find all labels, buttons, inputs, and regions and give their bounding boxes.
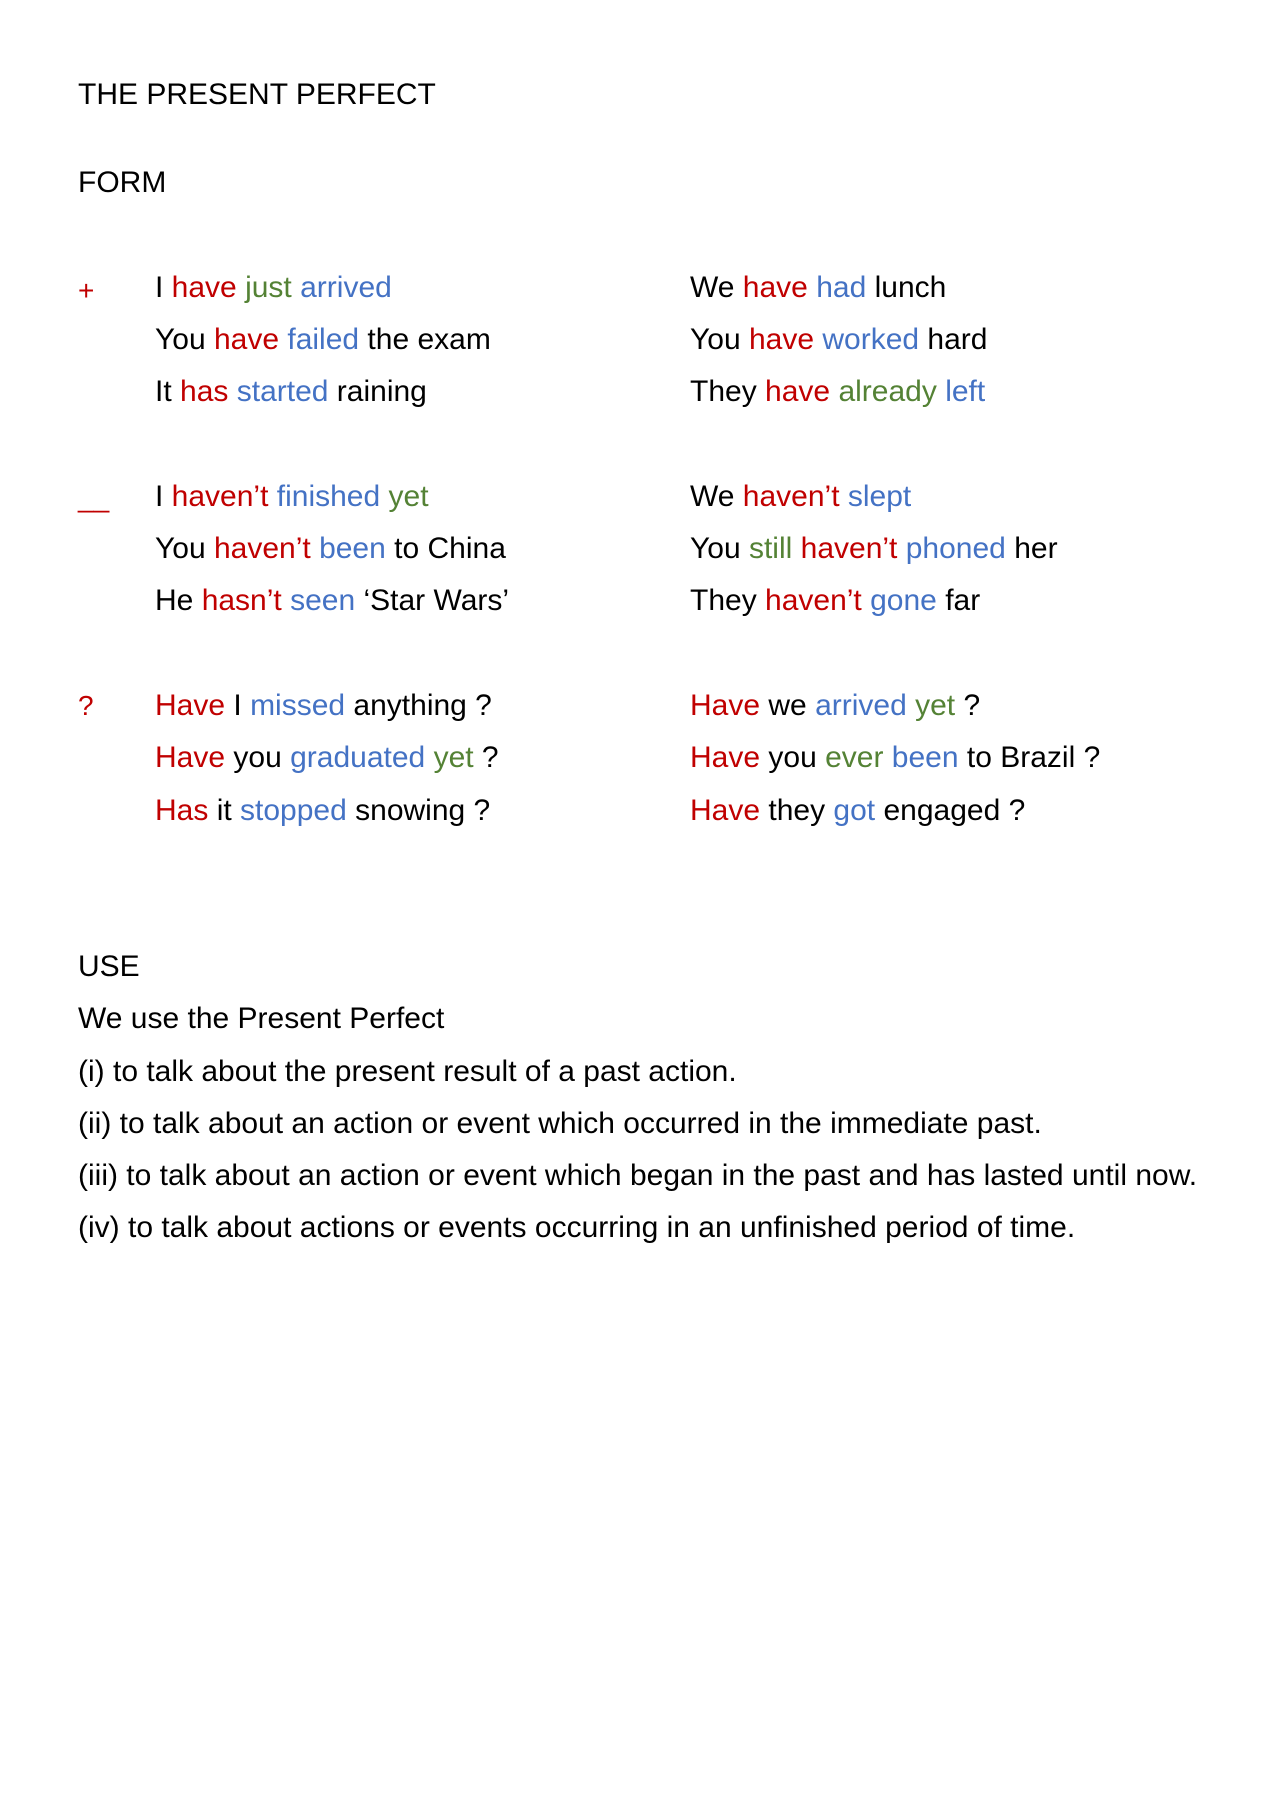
sentence-segment <box>380 480 388 513</box>
sentence-segment: still <box>748 532 793 565</box>
use-item: (i) to talk about the present result of a past action. <box>78 1055 737 1088</box>
sentence-segment: It <box>155 375 181 408</box>
sentence-segment <box>268 480 276 513</box>
example-sentence <box>690 691 980 721</box>
sentence-segment <box>897 532 905 565</box>
use-heading: USE <box>78 950 140 983</box>
sentence-segment: haven’t <box>213 532 311 565</box>
sentence-segment: They <box>690 584 766 617</box>
example-sentence <box>155 796 490 826</box>
sentence-segment: Has <box>155 794 209 827</box>
sentence-segment: ‘Star Wars’ <box>355 584 510 617</box>
sentence-segment: Have <box>155 741 226 774</box>
sentence-segment: Have <box>690 741 761 774</box>
sentence-segment <box>937 375 945 408</box>
sentence-segment: phoned <box>905 532 1006 565</box>
sentence-segment: I <box>155 480 172 513</box>
sentence-segment <box>425 741 433 774</box>
affirmative-marker: + <box>78 275 95 306</box>
sentence-segment: Have <box>690 689 761 722</box>
sentence-segment <box>237 271 245 304</box>
sentence-segment: have <box>742 271 808 304</box>
sentence-segment <box>907 689 915 722</box>
use-item: (iii) to talk about an action or event which began in the past and has lasted until now. <box>78 1159 1198 1192</box>
example-sentence <box>155 743 499 773</box>
sentence-segment: yet <box>433 741 474 774</box>
sentence-segment: seen <box>290 584 356 617</box>
sentence-segment: You <box>690 323 749 356</box>
sentence-segment: anything ? <box>345 689 492 722</box>
sentence-segment <box>282 584 290 617</box>
form-heading: FORM <box>78 166 167 199</box>
sentence-segment: to Brazil ? <box>958 741 1101 774</box>
sentence-segment: her <box>1005 532 1058 565</box>
sentence-segment: snowing ? <box>346 794 491 827</box>
sentence-segment: it <box>208 794 241 827</box>
sentence-segment: hasn’t <box>201 584 282 617</box>
sentence-segment: you <box>760 741 826 774</box>
example-sentence <box>690 586 980 616</box>
sentence-segment: have <box>748 323 815 356</box>
sentence-segment: engaged ? <box>875 794 1026 827</box>
use-intro: We use the Present Perfect <box>78 1002 445 1035</box>
question-marker: ? <box>78 690 94 721</box>
use-item: (ii) to talk about an action or event which occurred in the immediate past. <box>78 1107 1042 1140</box>
sentence-segment: You <box>155 323 214 356</box>
sentence-segment: started <box>236 375 329 408</box>
sentence-segment: had <box>816 271 867 304</box>
sentence-segment: lunch <box>866 271 947 304</box>
sentence-segment: Have <box>155 689 226 722</box>
sentence-segment: graduated <box>290 741 426 774</box>
sentence-segment: been <box>319 532 386 565</box>
example-sentence <box>690 482 911 512</box>
page-title: THE PRESENT PERFECT <box>78 78 436 111</box>
sentence-segment <box>862 584 870 617</box>
sentence-segment: You <box>690 532 749 565</box>
example-sentence <box>690 534 1058 564</box>
sentence-segment: arrived <box>300 271 392 304</box>
sentence-segment: He <box>155 584 202 617</box>
sentence-segment: has <box>180 375 229 408</box>
example-sentence <box>155 273 392 303</box>
example-sentence <box>155 534 506 564</box>
sentence-segment: left <box>945 375 986 408</box>
sentence-segment: stopped <box>240 794 347 827</box>
negative-marker: __ <box>78 482 110 513</box>
example-sentence <box>155 325 491 355</box>
sentence-segment: just <box>245 271 292 304</box>
sentence-segment: I <box>225 689 251 722</box>
sentence-segment: Have <box>690 794 761 827</box>
sentence-segment <box>883 741 891 774</box>
example-sentence <box>155 377 427 407</box>
sentence-segment: worked <box>822 323 920 356</box>
sentence-segment: gone <box>870 584 937 617</box>
sentence-segment: got <box>833 794 876 827</box>
sentence-segment: haven’t <box>765 584 862 617</box>
use-item: (iv) to talk about actions or events occurring in an unfinished period of time. <box>78 1211 1076 1244</box>
sentence-segment: arrived <box>815 689 907 722</box>
example-sentence <box>690 325 987 355</box>
sentence-segment: haven’t <box>171 480 269 513</box>
example-sentence <box>155 482 429 512</box>
sentence-segment: you <box>225 741 291 774</box>
sentence-segment: we <box>760 689 816 722</box>
sentence-segment <box>311 532 319 565</box>
sentence-segment: You <box>155 532 214 565</box>
sentence-segment: far <box>936 584 981 617</box>
sentence-segment: have <box>213 323 280 356</box>
sentence-segment: already <box>838 375 937 408</box>
sentence-segment: I <box>155 271 172 304</box>
sentence-segment: raining <box>328 375 427 408</box>
sentence-segment: They <box>690 375 766 408</box>
sentence-segment <box>840 480 848 513</box>
sentence-segment <box>228 375 236 408</box>
sentence-segment: they <box>760 794 834 827</box>
sentence-segment: ever <box>825 741 884 774</box>
sentence-segment: to China <box>385 532 506 565</box>
example-sentence <box>155 691 492 721</box>
example-sentence <box>690 743 1100 773</box>
example-sentence <box>690 377 985 407</box>
sentence-segment: finished <box>276 480 381 513</box>
sentence-segment: ? <box>955 689 981 722</box>
sentence-segment: have <box>171 271 237 304</box>
sentence-segment <box>808 271 816 304</box>
example-sentence <box>690 796 1025 826</box>
sentence-segment: haven’t <box>800 532 898 565</box>
sentence-segment: failed <box>287 323 360 356</box>
sentence-segment <box>292 271 300 304</box>
sentence-segment: yet <box>915 689 956 722</box>
sentence-segment: hard <box>919 323 988 356</box>
sentence-segment: missed <box>250 689 346 722</box>
sentence-segment: have <box>765 375 831 408</box>
sentence-segment: We <box>690 480 743 513</box>
example-sentence <box>690 273 946 303</box>
sentence-segment: slept <box>847 480 912 513</box>
sentence-segment: been <box>891 741 959 774</box>
sentence-segment: yet <box>388 480 429 513</box>
sentence-segment: haven’t <box>742 480 840 513</box>
sentence-segment: ? <box>473 741 499 774</box>
sentence-segment: We <box>690 271 743 304</box>
sentence-segment: the exam <box>359 323 491 356</box>
example-sentence <box>155 586 509 616</box>
sentence-segment <box>792 532 800 565</box>
